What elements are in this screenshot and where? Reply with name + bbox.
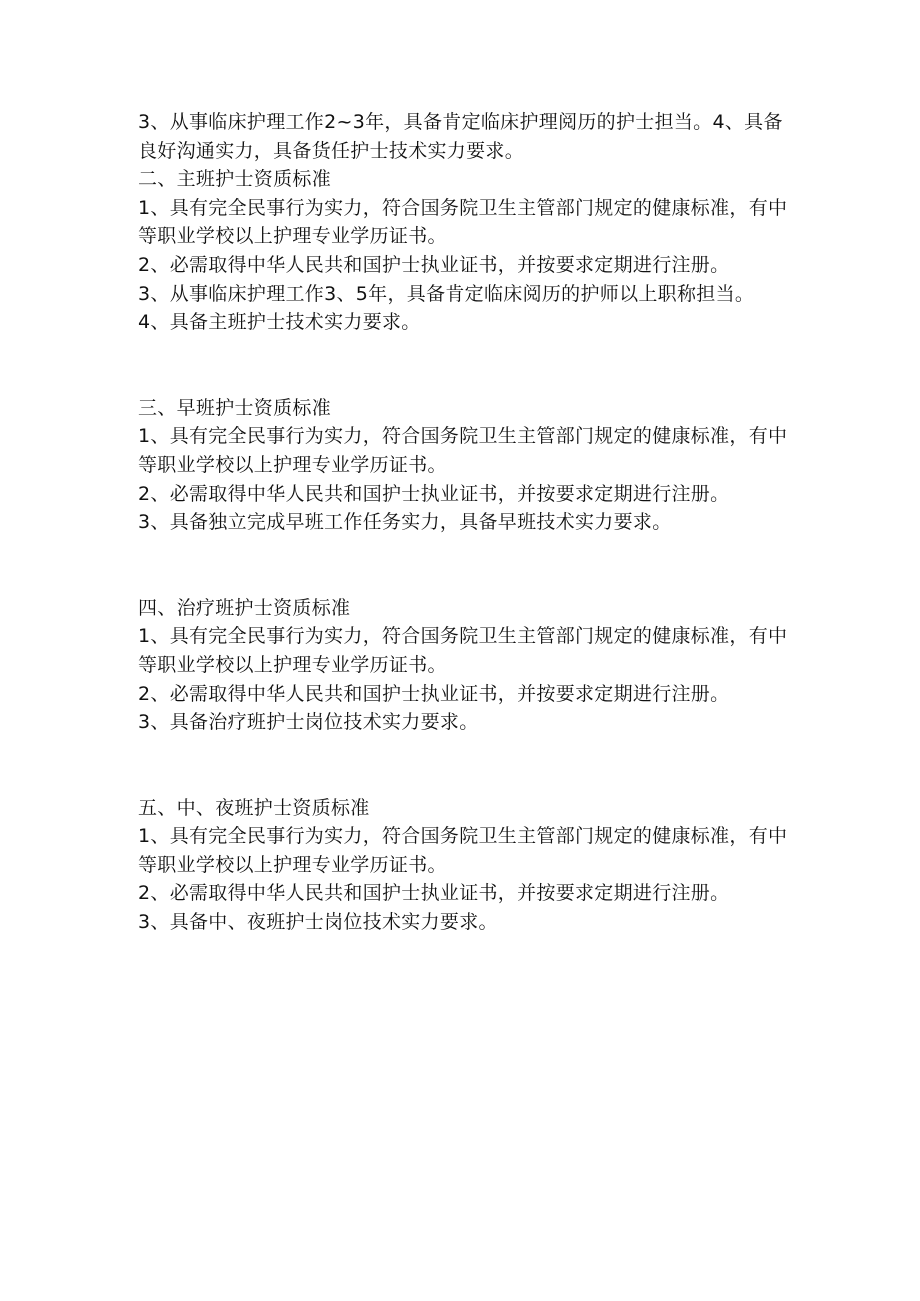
intro-paragraph: 3、从事临床护理工作2~3年，具备肯定临床护理阅历的护士担当。4、具备良好沟通实力，具备货任护士技术实力要求。 xyxy=(138,111,783,162)
section-heading-evening-night-shift: 五、中、夜班护士资质标准 xyxy=(138,796,370,819)
section-spacer xyxy=(138,737,798,794)
section-item: 2、必需取得中华人民共和国护士执业证书，并按要求定期进行注册。 xyxy=(138,482,730,505)
section-item: 2、必需取得中华人民共和国护士执业证书，并按要求定期进行注册。 xyxy=(138,882,730,905)
section-item: 1、具有完全民事行为实力，符合国务院卫生主管部门规定的健康标准，有中等职业学校以上护理专业学历证书。 xyxy=(138,425,788,476)
section-heading-main-shift: 二、主班护士资质标准 xyxy=(138,168,332,191)
section-item: 1、具有完全民事行为实力，符合国务院卫生主管部门规定的健康标准，有中等职业学校以上护理专业学历证书。 xyxy=(138,625,788,676)
section-heading-treatment-shift: 四、治疗班护士资质标准 xyxy=(138,596,351,619)
section-item: 2、必需取得中华人民共和国护士执业证书，并按要求定期进行注册。 xyxy=(138,253,730,276)
section-item: 1、具有完全民事行为实力，符合国务院卫生主管部门规定的健康标准，有中等职业学校以上护理专业学历证书。 xyxy=(138,196,788,248)
section-item: 3、具备独立完成早班工作任务实力，具备早班技术实力要求。 xyxy=(138,511,672,534)
section-spacer xyxy=(138,337,798,394)
document-body xyxy=(138,108,798,937)
section-item: 3、从事临床护理工作3、5年，具备肯定临床阅历的护师以上职称担当。 xyxy=(138,282,755,305)
section-spacer xyxy=(138,537,798,594)
section-item: 4、具备主班护士技术实力要求。 xyxy=(138,311,421,334)
section-item: 3、具备治疗班护士岗位技术实力要求。 xyxy=(138,711,479,734)
section-item: 2、必需取得中华人民共和国护士执业证书，并按要求定期进行注册。 xyxy=(138,682,730,705)
section-heading-early-shift: 三、早班护士资质标准 xyxy=(138,396,332,419)
section-item: 3、具备中、夜班护士岗位技术实力要求。 xyxy=(138,911,498,934)
section-item: 1、具有完全民事行为实力，符合国务院卫生主管部门规定的健康标准，有中等职业学校以上护理专业学历证书。 xyxy=(138,825,788,876)
